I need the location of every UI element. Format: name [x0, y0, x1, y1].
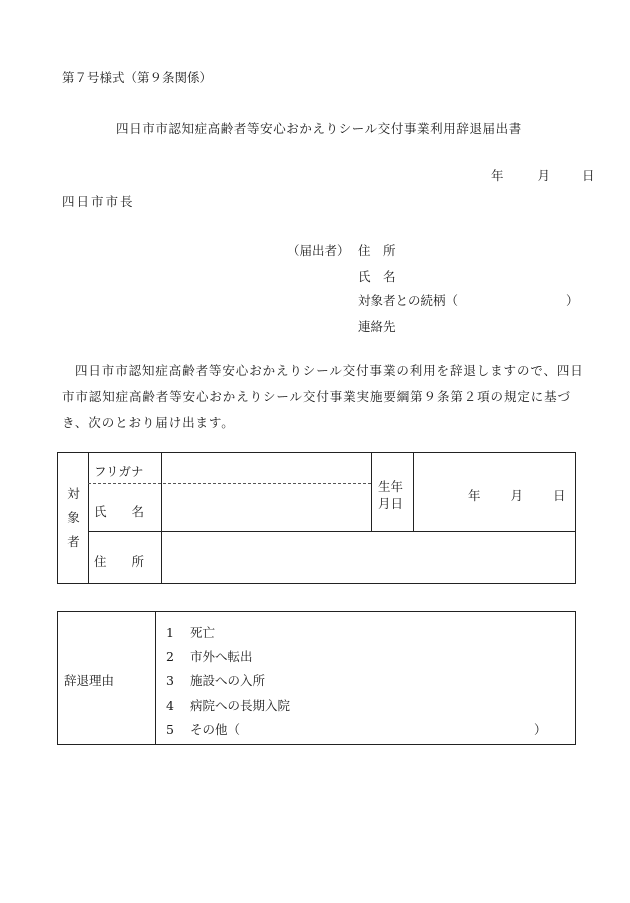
relation-close-paren: ） [566, 293, 579, 308]
applicant-name-label: 氏 名 [358, 269, 396, 284]
applicant-relation-label: 対象者との続柄（ [358, 293, 459, 308]
applicant-contact-label: 連絡先 [358, 319, 396, 334]
other-close-paren: ） [534, 722, 547, 737]
form-number: 第７号様式（第９条関係） [62, 70, 213, 85]
reason-item-text: 施設への入所 [190, 673, 266, 688]
reason-label: 辞退理由 [64, 673, 115, 688]
reason-item-other[interactable] [166, 720, 240, 738]
subject-label-char: 対 [67, 486, 80, 501]
date-year: 年 [491, 168, 504, 183]
date-month: 月 [537, 168, 551, 183]
reason-item-number: 5 [166, 722, 174, 737]
birthdate-label [378, 478, 403, 512]
reason-item-number: 2 [166, 649, 174, 664]
date-day: 日 [582, 168, 595, 183]
furigana-label: フリガナ [94, 464, 144, 479]
subject-address-input[interactable] [164, 534, 574, 581]
reason-item-number: 3 [166, 673, 174, 688]
reason-item-text: 市外へ転出 [190, 649, 253, 664]
reason-item-text: 死亡 [190, 625, 216, 640]
reason-item[interactable] [166, 696, 290, 714]
applicant-address-label: 住 所 [358, 243, 396, 258]
reason-item-number: 1 [166, 625, 174, 640]
document-title: 四日市市認知症高齢者等安心おかえりシール交付事業利用辞退届出書 [116, 121, 522, 136]
birthdate-label-line: 月日 [378, 496, 404, 511]
subject-name-input[interactable] [164, 486, 369, 529]
reason-item-text: 病院への長期入院 [190, 698, 291, 713]
birthdate-label-line: 生年 [378, 479, 404, 494]
reason-item-number: 4 [166, 698, 174, 713]
subject-address-label: 住 所 [94, 554, 145, 569]
applicant-label: （届出者） [287, 243, 350, 258]
reason-item[interactable] [166, 671, 265, 689]
reason-item[interactable] [166, 623, 215, 641]
birthdate-month: 月 [510, 488, 524, 503]
subject-label-char: 象 [67, 510, 80, 525]
body-paragraph: 四日市市認知症高齢者等安心おかえりシール交付事業の利用を辞退しますので、四日市市認知症高齢者等安心おかえりシール交付事業実施要綱第９条第２項の規定に基づき、次のとおり届け出ます。 [62, 363, 584, 430]
subject-name-label: 氏 名 [94, 504, 145, 519]
birthdate-value[interactable] [468, 486, 566, 504]
date-line [491, 166, 595, 184]
furigana-input[interactable] [164, 455, 369, 481]
subject-table [57, 452, 576, 584]
reason-table [57, 611, 576, 745]
reason-item[interactable] [166, 647, 253, 665]
reason-item-text: その他（ [190, 722, 241, 737]
subject-label-char: 者 [67, 534, 80, 549]
addressee: 四日市市長 [62, 194, 135, 209]
birthdate-year: 年 [468, 488, 481, 503]
birthdate-day: 日 [553, 488, 566, 503]
subject-group-label [58, 453, 89, 583]
